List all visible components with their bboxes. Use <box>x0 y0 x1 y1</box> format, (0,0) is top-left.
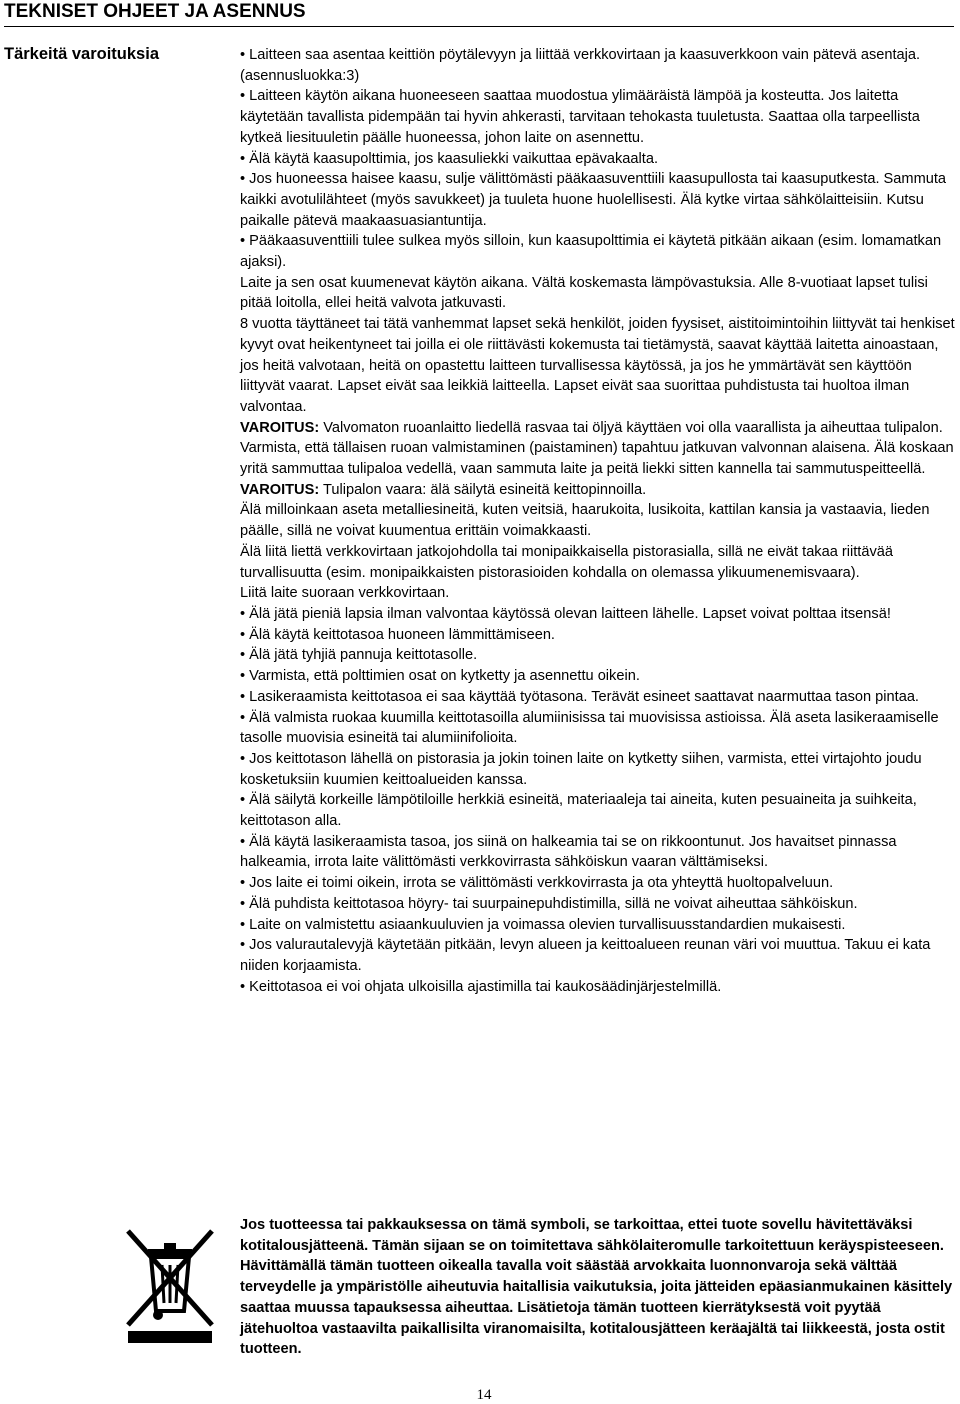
page-number: 14 <box>476 1387 492 1403</box>
warning-text: Tulipalon vaara: älä säilytä esineitä keittopinnoilla. <box>319 481 647 498</box>
paragraph: 8 vuotta täyttäneet tai tätä vanhemmat lapset sekä henkilöt, joiden fyysiset, aistitoimintoihin liittyvät tai henkiset kyvyt ovat heikentyneet tai joilla ei ole riittävästi kokemusta tai tietämystä, saavat käyttää laitetta ainoastaan, jos heitä valvotaan, heitä on opastettu laitteen turvallisessa käytössä, ja jos he ymmärtävät sen käyttöön liittyvät vaarat. Lapset eivät saa leikkiä laitteella. Lapset eivät saa suorittaa puhdistusta tai huoltoa ilman valvontaa. <box>240 316 955 415</box>
page-title: TEKNISET OHJEET JA ASENNUS <box>4 0 954 27</box>
warning-text: Valvomaton ruoanlaitto liedellä rasvaa tai öljyä käyttäen voi olla vaarallista ja aiheuttaa tulipalon. Varmista, että tällaisen ruoan valmistaminen (paistaminen) tapahtuu jatkuvan valvonnan alaisena. Älä koskaan yritä sammuttaa tulipaloa vedellä, vaan sammuta laite ja peitä liekki sitten kannella tai sammutuspeitteellä. <box>240 419 954 478</box>
paragraph: • Älä säilytä korkeille lämpötiloille herkkiä esineitä, materiaaleja tai aineita, kuten pesuaineita ja suihkeita, keittotason alla. <box>240 792 917 830</box>
paragraph: • Jos laite ei toimi oikein, irrota se välittömästi verkkovirrasta ja ota yhteyttä huoltopalveluun. <box>240 875 834 892</box>
paragraph: • Keittotasoa ei voi ohjata ulkoisilla ajastimilla tai kaukosäädinjärjestelmillä. <box>240 978 722 995</box>
warning-paragraph <box>240 480 956 501</box>
paragraph: • Jos keittotason lähellä on pistorasia ja jokin toinen laite on kytketty siihen, varmista, ettei virtajohto joudu kosketuksiin kuumien keittoalueiden kanssa. <box>240 750 922 788</box>
paragraph: • Älä käytä lasikeraamista tasoa, jos siinä on halkeamia tai se on rikkoontunut. Jos havaitset pinnassa halkeamia, irrota laite välittömästi verkkovirrasta sähköiskun vaaran välttämiseksi. <box>240 833 897 871</box>
paragraph: Laite ja sen osat kuumenevat käytön aikana. Vältä koskemasta lämpövastuksia. Alle 8-vuotiaat lapset tulisi pitää loitolla, ellei heitä valvota jatkuvasti. <box>240 274 928 312</box>
paragraph: • Varmista, että polttimien osat on kytketty ja asennettu oikein. <box>240 668 640 685</box>
paragraph: • Pääkaasuventtiili tulee sulkea myös silloin, kun kaasupolttimia ei käytetä pitkään aikaan (esim. lomamatkan ajaksi). <box>240 233 942 271</box>
crossed-out-wheelie-bin-icon <box>122 1225 218 1345</box>
paragraph: • Älä jätä tyhjiä pannuja keittotasolle. <box>240 647 478 664</box>
paragraph: • Laitteen saa asentaa keittiön pöytälevyyn ja liittää verkkovirtaan ja kaasuverkkoon vain pätevä asentaja. (asennusluokka:3) <box>240 47 921 84</box>
warning-label: VAROITUS: <box>240 419 320 436</box>
paragraph: • Jos valurautalevyjä käytetään pitkään, levyn alueen ja keittoalueen reunan väri voi muuttua. Takuu ei kata niiden korjaamista. <box>240 937 931 974</box>
paragraph: • Älä valmista ruokaa kuumilla keittotasoilla alumiinisissa tai muovisissa astioissa. Älä aseta lasikeraamiselle tasolle muovisia esineitä tai alumiinifolioita. <box>240 709 939 747</box>
paragraph: Älä liitä liettä verkkovirtaan jatkojohdolla tai monipaikkaisella pistorasialla, sillä ne eivät takaa riittävää turvallisuutta (esim. monipaikkaisten pistorasioiden kohdalla on olemassa ylikuumenemisvaara). <box>240 543 893 581</box>
section-label: Tärkeitä varoituksia <box>4 45 159 63</box>
paragraph: Liitä laite suoraan verkkovirtaan. <box>240 585 450 602</box>
paragraph: • Jos huoneessa haisee kaasu, sulje välittömästi pääkaasuventtiili kaasupullosta tai kaasuputkesta. Sammuta kaikki avotulilähteet (myös savukkeet) ja tuuleta huone huolellisesti. Älä kytke virtaa sähkölaitteisiin. Kutsu paikalle pätevä maakaasuasiantuntija. <box>240 171 947 229</box>
paragraph: • Älä käytä keittotasoa huoneen lämmittämiseen. <box>240 626 555 643</box>
paragraph: • Älä jätä pieniä lapsia ilman valvontaa käytössä olevan laitteen lähelle. Lapset voivat polttaa itsensä! <box>240 605 891 622</box>
paragraph: • Älä puhdista keittotasoa höyry- tai suurpainepuhdistimilla, sillä ne voivat aiheuttaa sähköiskun. <box>240 895 858 912</box>
disposal-notice: Jos tuotteessa tai pakkauksessa on tämä symboli, se tarkoittaa, ettei tuote sovellu hävitettäväksi kotitalousjätteenä. Tämän sijaan se on toimitettava sähkölaiteromulle tarkoitettuun keräyspisteeseen. Hävittämällä tämän tuotteen oikealla tavalla voit säästää arvokkaita luonnonvaroja sekä välttää terveydelle ja ympäristölle aiheutuvia haitallisia vaikutuksia, joita jätteiden epäasianmukainen käsittely saattaa muussa tapauksessa aiheuttaa. Lisätietoja tämän tuotteen kierrätyksestä voit pyytää jätehuoltoa vastaavilta paikallisilta viranomaisilta, kotitalousjätteen keräajältä tai liikkeestä, josta ostit tuotteen. <box>240 1217 953 1358</box>
paragraph: • Älä käytä kaasupolttimia, jos kaasuliekki vaikuttaa epävakaalta. <box>240 150 659 167</box>
paragraph: • Laitteen käytön aikana huoneeseen saattaa muodostua ylimääräistä lämpöä ja kosteutta. Jos laitetta käytetään tavallista pidempään tai hyvin ahkerasti, tarvitaan tehokasta tuuletusta. Saattaa olla tarpeellista kytkeä liesituuletin päälle huoneessa, johon laite on asennettu. <box>240 88 920 146</box>
warning-paragraph <box>240 418 956 480</box>
paragraph: • Laite on valmistettu asiaankuuluvien ja voimassa olevien turvallisuusstandardien mukaisesti. <box>240 916 846 933</box>
paragraph: • Lasikeraamista keittotasoa ei saa käyttää työtasona. Terävät esineet saattavat naarmuttaa tason pintaa. <box>240 688 919 705</box>
paragraph: Älä milloinkaan aseta metalliesineitä, kuten veitsiä, haarukoita, lusikoita, kattilan kansia ja vastaavia, lieden päälle, sillä ne voivat kuumentua erittäin voimakkaasti. <box>240 502 930 540</box>
warnings-content <box>240 45 956 997</box>
warning-label: VAROITUS: <box>240 481 320 498</box>
